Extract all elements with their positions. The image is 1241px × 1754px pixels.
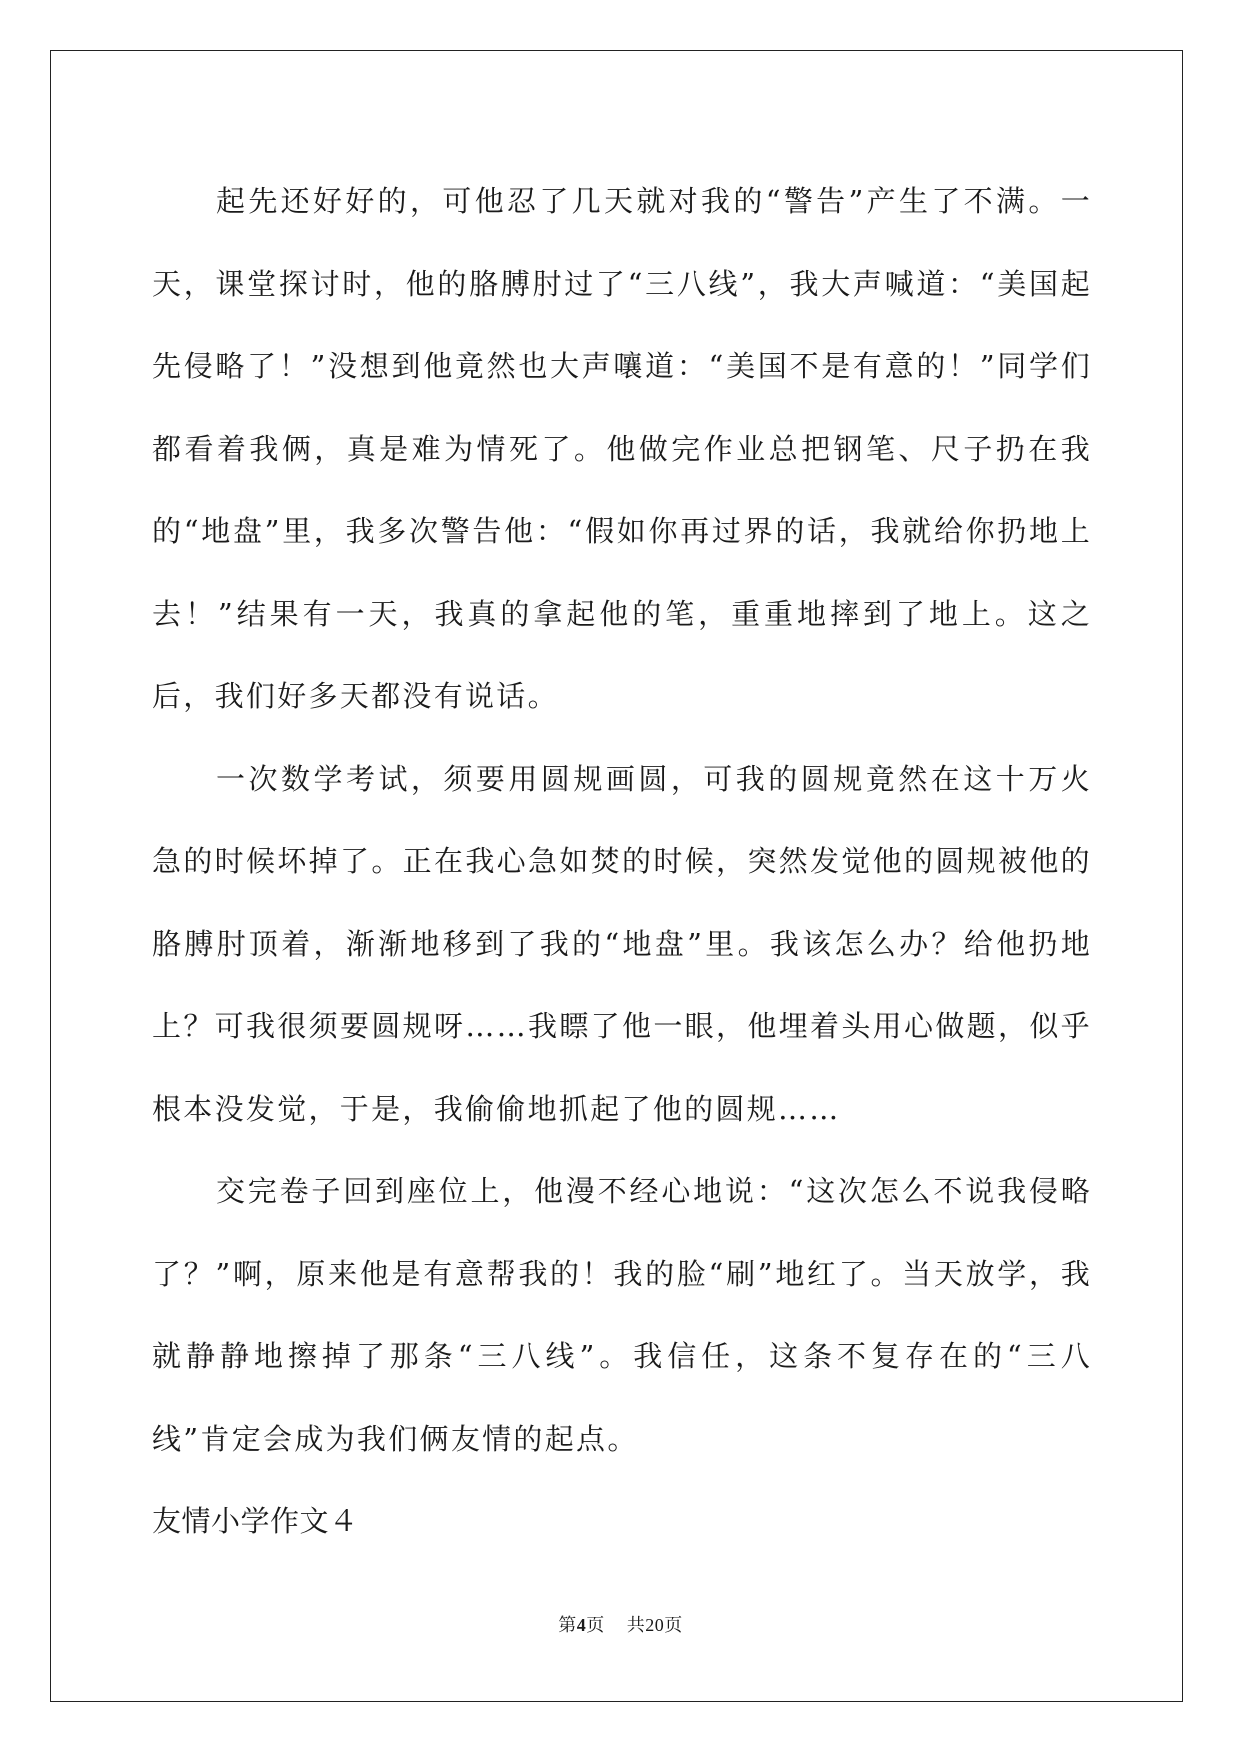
document-body bbox=[152, 160, 1092, 1563]
total-pages: 20 bbox=[645, 1615, 665, 1635]
total-suffix: 页 bbox=[664, 1615, 683, 1636]
page-suffix: 页 bbox=[586, 1615, 605, 1636]
page-number: 4 bbox=[576, 1615, 587, 1635]
paragraph: 起先还好好的，可他忍了几天就对我的“警告”产生了不满。一天，课堂探讨时，他的胳膊肘过了“三八线”，我大声喊道：“美国起先侵略了！”没想到他竟然也大声嚷道：“美国不是有意的！”同学们都看着我俩，真是难为情死了。他做完作业总把钢笔、尺子扔在我的“地盘”里，我多次警告他：“假如你再过界的话，我就给你扔地上去！”结果有一天，我真的拿起他的笔，重重地摔到了地上。这之后，我们好多天都没有说话。 bbox=[152, 184, 1092, 713]
page-footer bbox=[0, 1611, 1241, 1637]
paragraph: 交完卷子回到座位上，他漫不经心地说：“这次怎么不说我侵略了？”啊，原来他是有意帮我的！我的脸“刷”地红了。当天放学，我就静静地擦掉了那条“三八线”。我信任，这条不复存在的“三八线”肯定会成为我们俩友情的起点。 bbox=[152, 1174, 1092, 1456]
paragraph: 一次数学考试，须要用圆规画圆，可我的圆规竟然在这十万火急的时候坏掉了。正在我心急如焚的时候，突然发觉他的圆规被他的胳膊肘顶着，渐渐地移到了我的“地盘”里。我该怎么办？给他扔地上？可我很须要圆规呀……我瞟了他一眼，他埋着头用心做题，似乎根本没发觉，于是，我偷偷地抓起了他的圆规…… bbox=[152, 761, 1092, 1126]
page-prefix: 第 bbox=[558, 1615, 577, 1636]
total-prefix: 共 bbox=[626, 1615, 646, 1636]
section-heading: 友情小学作文４ bbox=[152, 1504, 359, 1538]
